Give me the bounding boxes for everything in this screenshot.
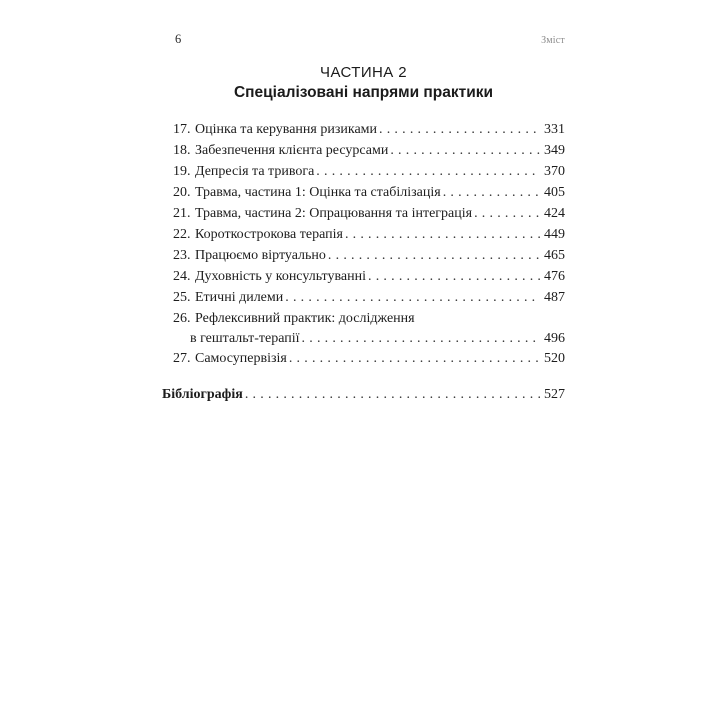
part-kicker: ЧАСТИНА 2 [320,64,407,81]
toc-entry [162,348,565,369]
toc-entry-page: 520 [544,351,565,366]
dot-leader [302,329,540,348]
toc-entry-page: 465 [544,248,565,263]
toc-entry [162,182,565,203]
bibliography-entry [162,384,565,405]
toc-entry-page: 496 [544,331,565,346]
toc-entry [162,245,565,266]
toc-entry [162,308,565,329]
toc-entry-number: 17. [173,122,191,137]
toc-entry-title: Оцінка та керування ризиками [195,122,378,137]
toc-entry-number: 23. [173,248,191,263]
toc-entry-number: 22. [173,227,191,242]
toc-entry-page: 424 [544,206,565,221]
toc-entry-page: 449 [544,227,565,242]
dot-leader [443,182,540,203]
dot-leader [328,245,540,266]
toc-entry [162,140,565,161]
running-header: Зміст [541,35,565,46]
dot-leader [345,224,540,245]
toc-entry-page: 370 [544,164,565,179]
dot-leader [379,119,540,140]
toc-entry-number: 21. [173,206,191,221]
toc-entry-number: 18. [173,143,191,158]
dot-leader [390,140,540,161]
toc-entry-title: Рефлексивний практик: дослідження [195,311,415,326]
dot-leader [285,287,540,308]
toc-entry-title: Травма, частина 2: Опрацювання та інтеграція [195,206,473,221]
toc-entry-title: Депресія та тривога [195,164,315,179]
toc-entry [162,266,565,287]
toc-entry [162,161,565,182]
toc-entry-title: Духовність у консультуванні [195,269,367,284]
bibliography-page: 527 [544,387,565,402]
toc-entry-page: 476 [544,269,565,284]
toc-entry [162,224,565,245]
toc-entry-page: 349 [544,143,565,158]
running-header-row [162,32,565,47]
toc-entry-number: 27. [173,351,191,366]
toc-entry-title-continuation: в гештальт-терапії [190,331,300,346]
toc-entry-number: 26. [173,311,191,326]
toc-list [162,119,565,405]
toc-entry [162,119,565,140]
toc-entry-title: Забезпечення клієнта ресурсами [195,143,389,158]
dot-leader [289,348,540,369]
toc-entry-number: 24. [173,269,191,284]
toc-entry [162,287,565,308]
toc-entry-title: Травма, частина 1: Оцінка та стабілізація [195,185,441,200]
toc-entry-number: 19. [173,164,191,179]
toc-entry-continuation [162,329,565,348]
toc-entry-page: 487 [544,290,565,305]
toc-entry-title: Короткострокова терапія [195,227,343,242]
part-heading [162,64,565,102]
bibliography-title: Бібліографія [162,387,243,402]
dot-leader [368,266,540,287]
part-title: Спеціалізовані напрями практики [233,84,494,101]
dot-leader [245,384,540,405]
toc-entry-page: 405 [544,185,565,200]
dot-leader [474,203,540,224]
toc-entry-number: 20. [173,185,191,200]
toc-entry-title: Самосупервізія [195,351,287,366]
toc-entry-number: 25. [173,290,191,305]
toc-entry-title: Етичні дилеми [195,290,284,305]
toc-entry [162,203,565,224]
toc-entry-title: Працюємо віртуально [195,248,326,263]
toc-entry-page: 331 [544,122,565,137]
page-number: 6 [175,32,182,46]
dot-leader [316,161,540,182]
